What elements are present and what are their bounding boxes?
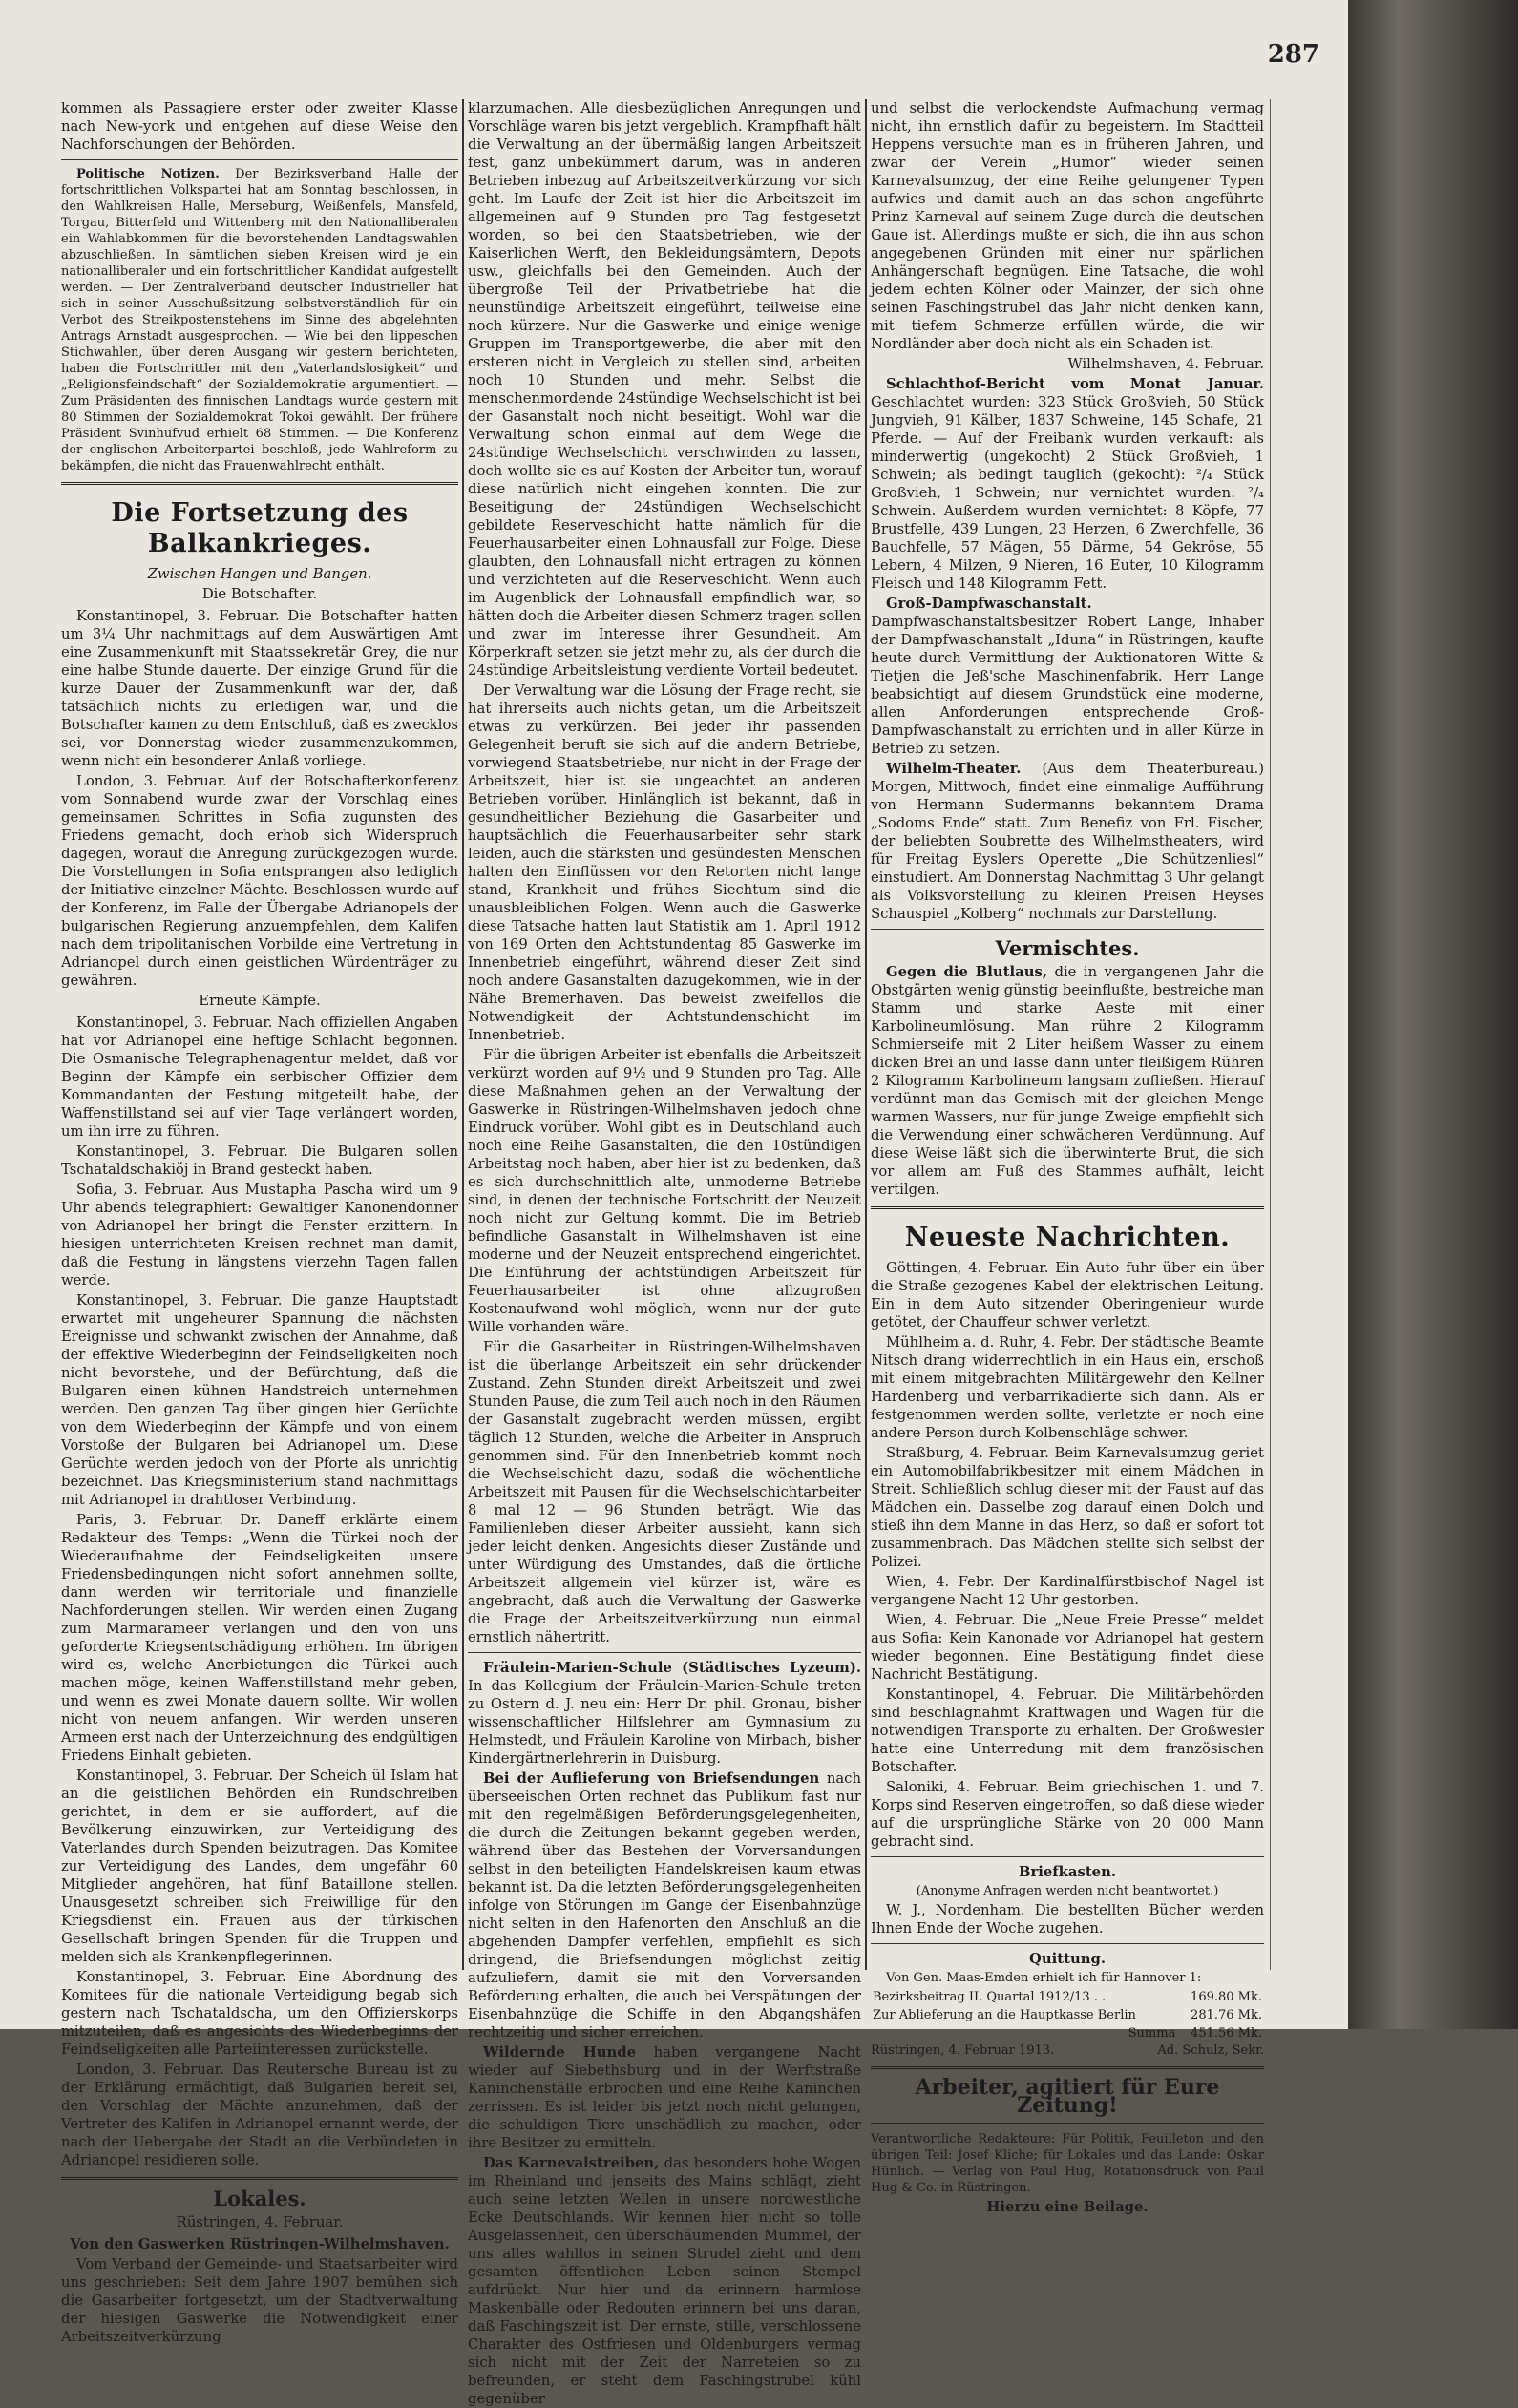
paragraph: Sofia, 3. Februar. Aus Mustapha Pascha wird um 9 Uhr abends telegraphiert: Gewaltiger Kanonendonner von Adrianopel her bringt die Fenster erzittern. In hiesigen unterrichteten Kreisen rechnet man damit, daß die Festung in längstens vierzehn Tagen fallen werde.: [61, 1182, 458, 1288]
item-text: das besonders hohe Wogen im Rheinland und jenseits des Mains schlägt, zieht auch seine letzten Wellen in unsere nordwestliche Ecke Deutschlands. Wir kennen hier nicht so tolle Ausgelassenheit, den überschäumenden Mummel, der uns alles wahllos in seinen Strudel zieht und dem gesamten öffentlichen Leben seinen Stempel aufdrückt. Nur hier und da erinnern harmlose Maskenbälle oder Redouten erinnern bei uns daran, daß Faschingszeit ist. Der ernste, stille, verschlossene Charakter des Ostfriesen und Oldenburgers vermag sich nicht mit der Zeit der Narreteien so zu befreunden, er steht dem Faschingstrubel kühl gegenüber: [468, 2155, 861, 2407]
paragraph: Der Verwaltung war die Lösung der Frage recht, sie hat ihrerseits auch nichts getan, um die Arbeitszeit etwas zu verkürzen. Bei jeder ihr passenden Gelegenheit beruft sie sich auf die andern Betriebe, vorwiegend Staatsbetriebe, nur nicht in der Frage der Arbeitszeit, hier ist sie ungeachtet an anderen Betrieben vorüber. Hinlänglich ist bekannt, daß in gesundheitlicher Beziehung die Gasarbeiter und hauptsächlich die Feuerhausarbeiter sehr stark leiden, auch die stärksten und gesündesten Menschen halten den Einflüssen vor den Retorten nicht lange stand, Krankheit und frühes Siechtum sind die unausbleiblichen Folgen. Wenn auch die Gaswerke diese Tatsache hatten laut Statistik am 1. April 1912 von 169 Orten den Achtstundentag 85 Gaswerke im Innenbetrieb eingeführt, während dieser Zeit sind noch andere Gasanstalten dazugekommen, wie in der Nähe Bremerhaven. Das beweist zweifellos die Notwendigkeit der Achtstundenschicht im Innenbetrieb.: [468, 682, 861, 1043]
quittung-place: Rüstringen, 4. Februar 1913.: [871, 2043, 1055, 2058]
table-row: [871, 1988, 1264, 2006]
column-2: [468, 99, 861, 2407]
news-item: Straßburg, 4. Februar. Beim Karnevalsumzug geriet ein Automobilfabrikbesitzer mit einem Mädchen in Streit. Schließlich schlug dieser mit der Faust auf das Mädchen ein. Dasselbe zog darauf einen Dolch und stieß ihn dem Manne in das Herz, so daß er sofort tot zusammenbrach. Das Mädchen stellte sich selbst der Polizei.: [871, 1445, 1264, 1570]
table-row: [871, 2006, 1264, 2024]
item-title: Groß-Dampfwaschanstalt.: [886, 596, 1092, 612]
column-3: [871, 99, 1264, 2215]
paragraph: [468, 1659, 861, 1768]
item-text: Geschlachtet wurden: 323 Stück Großvieh, 50 Stück Jungvieh, 91 Kälber, 1837 Schweine, 145 Schafe, 21 Pferde. — Auf der Freibank wurden verkauft: als minderwertig (ungekocht) 2 Stück Großvieh, 1 Schwein; als bedingt tauglich (gekocht): ²/₄ Stück Großvieh, 1 Schwein; nur vernichtet wurden: ²/₄ Schwein. Außerdem wurden vernichtet: 8 Köpfe, 77 Brustfelle, 439 Lungen, 23 Herzen, 6 Zwerchfelle, 36 Bauchfelle, 57 Mägen, 55 Därme, 54 Gekröse, 55 Lebern, 4 Milzen, 9 Nieren, 16 Euter, 10 Kilogramm Fleisch und 148 Kilogramm Fett.: [871, 394, 1264, 592]
divider: [871, 1943, 1264, 1944]
section-subtitle: Die Botschafter.: [201, 586, 318, 602]
notes-text: Der Bezirksverband Halle der fortschrittlichen Volkspartei hat am Sonntag beschlossen, in den Wahlkreisen Halle, Merseburg, Weißenfels, Mansfeld, Torgau, Bitterfeld und Wittenberg mit den Nationalliberalen ein Wahlabkommen für die bevorstehenden Landtagswahlen abzuschließen. In sämtlichen sieben Kreisen wird je ein nationalliberaler und ein fortschrittlicher Kandidat aufgestellt werden. — Der Zentralverband deutscher Industrieller hat sich in seiner Ausschußsitzung selbstverständlich für ein Verbot des Streikpostenstehens im Sinne des abgelehnten Antrags Arnstadt ausgesprochen. — Wie bei den lippeschen Stichwahlen, über deren Ausgang wir gestern berichteten, haben die Fortschrittler mit den „Vaterlandslosigkeit“ und „Religionsfeindschaft“ der Sozialdemokratie argumentiert. — Zum Präsidenten des finnischen Landtags wurde gestern mit 80 Stimmen der Sozialdemokrat Tokoi gewählt. Der frühere Präsident Svinhufvud erhielt 68 Stimmen. — Die Konferenz der englischen Arbeiterpartei beschloß, jede Wahlreform zu bekämpfen, die nicht das Frauenwahlrecht enthält.: [61, 167, 459, 473]
section-heading-lokales: Lokales.: [213, 2187, 306, 2210]
item-title: Schlachthof-Bericht vom Monat Januar.: [886, 376, 1264, 392]
row-amount: 451.56 Mk.: [1191, 2026, 1262, 2041]
news-item: Göttingen, 4. Februar. Ein Auto fuhr über ein über die Straße gezogenes Kabel der elektrischen Leitung. Ein in dem Auto sitzender Oberingenieur wurde getötet, der Chauffeur schwer verletzt.: [871, 1260, 1264, 1330]
paragraph: klarzumachen. Alle diesbezüglichen Anregungen und Vorschläge waren bis jetzt vergeblich. Krampfhaft hält die Verwaltung an der übermäßig langen Arbeitszeit fest, ganz unbekümmert darum, was in anderen Betrieben inbezug auf Arbeitszeitverkürzung vor sich geht. Im Laufe der Zeit ist hier die Arbeitszeit im allgemeinen auf 9 Stunden pro Tag festgesetzt worden, so bei den Staatsbetrieben, wie der Kaiserlichen Werft, den Bekleidungsämtern, Depots usw., gleichfalls bei den Gemeinden. Auch der übergroße Teil der Privatbetriebe hat die neunstündige Arbeitszeit eingeführt, teilweise eine noch kürzere. Nur die Gaswerke und einige wenige Gruppen im Transportgewerbe, die aber mit den ersteren nicht in Vergleich zu stellen sind, arbeiten noch 10 Stunden und mehr. Selbst die menschenmordende 24stündige Wechselschicht ist bei der Gasanstalt noch nicht beseitigt. Wohl war die Verwaltung schon einmal auf dem Wege die 24stündige Wechselschicht verschwinden zu lassen, doch wollte sie es auf Kosten der Arbeiter tun, worauf diese natürlich nicht eingehen konnten. Die zur Beseitigung der 24stündigen Wechselschicht gebildete Reserveschicht hatte nämlich für die Feuerhausarbeiter einen Lohnausfall zur Folge. Diese glaubten, den Lohnausfall nicht ertragen zu können und verzichteten auf die Reserveschicht. Wenn auch im Augenblick der Lohnausfall empfindlich war, so hätten doch die Arbeiter diesen Schmerz tragen sollen und zwar im Interesse ihrer Gesundheit. Am Körperkraft setzen sie jetzt mehr zu, als der durch die 24stündige Arbeitsleistung verdiente Vorteil bedeutet.: [468, 100, 861, 679]
table-row: [871, 2024, 1264, 2042]
paragraph: London, 3. Februar. Das Reutersche Bureau ist zu der Erklärung ermächtigt, daß Bulgarien bereit sei, den Vorschlag der Mächte anzunehmen, daß der Vertreter des Kalifen in Adrianopel ernannt werde, der nach der Uebergabe der Stadt an die Verbündeten in Adrianopel residieren solle.: [61, 2062, 458, 2168]
row-amount: 281.76 Mk.: [1191, 2008, 1262, 2022]
section-heading-vermischtes: Vermischtes.: [995, 936, 1140, 960]
item-title: Fräulein-Marien-Schule (Städtisches Lyzeum).: [483, 1660, 861, 1676]
item-text: In das Kollegium der Fräulein-Marien-Schule treten zu Ostern d. J. neu ein: Herr Dr. phil. Gronau, bisher wissenschaftlicher Hilfslehrer am Gymnasium zu Helmstedt, und Fräulein Karoline von Mirbach, bisher Kindergärtnerlehrerin in Duisburg.: [468, 1678, 861, 1767]
row-amount: 169.80 Mk.: [1191, 1990, 1262, 2004]
paragraph: Für die Gasarbeiter in Rüstringen-Wilhelmshaven ist die überlange Arbeitszeit ein sehr drückender Zustand. Zehn Stunden direkt Arbeitszeit und zwei Stunden Pause, die zum Teil auch noch in den Räumen der Gasanstalt zugebracht werden müssen, ergibt täglich 12 Stunden, welche die Arbeiter in Anspruch genommen sind. Für den Innenbetrieb kommt noch die Wechselschicht dazu, sodaß die wöchentliche Arbeitszeit mit Pausen für die Wechselschichtarbeiter 8 mal 12 — 96 Stunden beträgt. Wie das Familienleben dieser Arbeiter aussieht, kann sich jeder leicht denken. Angesichts dieser Zustände und unter Würdigung des Umstandes, daß die örtliche Arbeitszeit allgemein viel kürzer ist, wäre es angebracht, daß auch die Verwaltung der Gaswerke die Frage der Arbeitszeitverkürzung nun einmal ernstlich nähertritt.: [468, 1339, 861, 1645]
section-heading-briefkasten: Briefkasten.: [1018, 1864, 1117, 1880]
item-title: Bei der Auflieferung von Briefsendungen: [483, 1770, 820, 1787]
quittung-footer: [871, 2042, 1264, 2059]
divider: [61, 482, 458, 485]
dateline: Rüstringen, 4. Februar.: [176, 2214, 344, 2230]
item-text: die in vergangenen Jahr die Obstgärten wenig günstig beeinflußte, bestreiche man Stamm und starke Aeste mit einer Karbolineumlösung. Man rühre 2 Kilogramm Schmierseife mit 2 Liter heißem Wasser zu einem dicken Brei an und lasse dann unter fleißigem Rühren 2 Kilogramm Karbolineum langsam zufließen. Hierauf verdünnt man das Gemisch mit der gleichen Menge warmen Wassers, nur für junge Zweige empfiehlt sich die Verwendung einer schwächeren Verdünnung. Auf diese Weise läßt sich die überwinterte Brut, die sich vor allem am Fuß des Stammes aufhält, leicht vertilgen.: [871, 964, 1264, 1198]
column-rule: [462, 99, 464, 1970]
news-item: Wien, 4. Febr. Der Kardinalfürstbischof Nagel ist vergangene Nacht 12 Uhr gestorben.: [871, 1574, 1264, 1608]
divider: [871, 929, 1264, 930]
divider: [871, 1206, 1264, 1209]
paragraph: [468, 1769, 861, 2042]
news-item: Wien, 4. Februar. Die „Neue Freie Presse“ meldet aus Sofia: Kein Kanonade vor Adrianopel hat gestern wieder begonnen. Eine Bestätigung findet diese Nachricht Bestätigung.: [871, 1612, 1264, 1683]
divider: [61, 2177, 458, 2180]
paragraph: und selbst die verlockendste Aufmachung vermag nicht, ihn ernstlich dafür zu begeistern. Im Stadtteil Heppens versuchte man es in früheren Jahren, und zwar der Verein „Humor“ wieder seinen Karnevalsumzug, der eine Reihe gelungener Typen aufwies und damit auch an das schon angeführte Prinz Karneval auf seinem Zuge durch die deutschen Gaue ist. Allerdings mußte er sich, die ihn aus schon angegebenen Gründen mit einer nur spärlichen Anhängerschaft begnügen. Eine Tatsache, die wohl jedem echten Kölner oder Mainzer, der sich ohne seinen Faschingstrubel das Jahr nicht denken kann, mit tiefem Schmerze erfüllen würde, die wir Nordländer aber doch nicht als ein Schaden ist.: [871, 100, 1264, 352]
section-heading-quittung: Quittung.: [1029, 1951, 1106, 1967]
item-title: Wildernde Hunde: [483, 2044, 636, 2061]
news-item: Saloniki, 4. Februar. Beim griechischen 1. und 7. Korps sind Reserven eingetroffen, so daß diese wieder auf die ursprüngliche Stärke von 20 000 Mann gebracht sind.: [871, 1779, 1264, 1850]
item-text: (Aus dem Theaterbureau.) Morgen, Mittwoch, findet eine einmalige Aufführung von Hermann Sudermanns bekanntem Drama „Sodoms Ende“ statt. Zum Benefiz von Frl. Fischer, der beliebten Soubrette des Wilhelmstheaters, wird für Freitag Eyslers Operette „Die Schützenliesl“ einstudiert. Am Donnerstag Nachmittag 3 Uhr gelangt als Volksvorstellung zu kleinen Preisen Heyses Schauspiel „Kolberg“ nochmals zur Darstellung.: [871, 761, 1264, 922]
paragraph: [468, 2154, 861, 2408]
paragraph: Konstantinopel, 3. Februar. Der Scheich ül Islam hat an die geistlichen Behörden ein Rundschreiben gerichtet, in dem er sie auffordert, auf die Bevölkerung einzuwirken, zur Verteidigung des Vaterlandes durch Spenden beizutragen. Das Komitee zur Verteidigung des Landes, dem ungefähr 60 Mitglieder angehören, hat fünf Bataillone stellen. Unausgesetzt schreiben sich Freiwillige für den Kriegsdienst ein. Frauen aus der türkischen Gesellschaft bringen Spenden für die Truppen und melden sich als Krankenpflegerinnen.: [61, 1768, 458, 1965]
item-title: Gegen die Blutlaus,: [886, 964, 1047, 980]
notes-title: Politische Notizen.: [76, 167, 220, 181]
quittung-intro: Von Gen. Maas-Emden erhielt ich für Hannover 1:: [886, 1971, 1202, 1985]
divider: [871, 2066, 1264, 2069]
item-text: Dampfwaschanstaltsbesitzer Robert Lange, Inhaber der Dampfwaschanstalt „Iduna“ in Rüstringen, kaufte heute durch Vermittlung der Auktionatoren Witte & Tietjen die Jeß'sche Maschinenfabrik. Herr Lange beabsichtigt auf diesem Grundstück eine moderne, allen Anforderungen entsprechende Groß-Dampfwaschanstalt zu errichten und in aller Kürze in Betrieb zu setzen.: [871, 614, 1264, 757]
quittung-signature: Ad. Schulz, Sekr.: [1157, 2043, 1264, 2058]
item-text: haben vergangene Nacht wieder auf Siebethsburg und in der Werftstraße Kaninchenställe erbrochen und eine Reihe Kaninchen zerrissen. Es ist leider bis jetzt noch nicht gelungen, die schuldigen Tiere unschädlich zu machen, oder ihre Besitzer zu ermitteln.: [468, 2044, 861, 2151]
paragraph: London, 3. Februar. Auf der Botschafterkonferenz vom Sonnabend wurde zwar der Vorschlag eines gemeinsamen Schrittes in Sofia zugunsten des Friedens gemacht, doch erhob sich Widerspruch dagegen, worauf die Anregung zurückgezogen wurde. Die Vorstellungen in Sofia entsprangen also lediglich der Initiative einzelner Mächte. Beschlossen wurde auf der Konferenz, im Falle der Übergabe Adrianopels der bulgarischen Regierung anzuempfehlen, dem Kalifen nach dem tripolitanischen Vorbilde eine Vertretung in Adrianopel durch einen geistlichen Würdenträger zu gewähren.: [61, 773, 458, 989]
paragraph: Konstantinopel, 3. Februar. Die Bulgaren sollen Tschataldschakiöj in Brand gesteckt haben.: [61, 1143, 458, 1178]
divider: [871, 1856, 1264, 1857]
beilage-note: Hierzu eine Beilage.: [986, 2199, 1149, 2215]
imprint: Verantwortliche Redakteure: Für Politik, Feuilleton und den übrigen Teil: Josef Kliche; für Lokales und das Lande: Oskar Hünlich. — Verlag von Paul Hug, Rotationsdruck von Paul Hug & Co. in Rüstringen.: [871, 2132, 1264, 2195]
article-subheadline: Zwischen Hangen und Bangen.: [147, 566, 372, 582]
news-item: Konstantinopel, 4. Februar. Die Militärbehörden sind beschlagnahmt Kraftwagen und Wagen für die notwendigen Transporte zu erhalten. Der Großwesier hatte eine Unterredung mit dem französischen Botschafter.: [871, 1686, 1264, 1775]
paragraph: [871, 595, 1264, 758]
page-number: 287: [1267, 40, 1319, 69]
paragraph: Vom Verband der Gemeinde- und Staatsarbeiter wird uns geschrieben: Seit dem Jahre 1907 bemühen sich die Gasarbeiter fortgesetzt, um der Stadtverwaltung der hiesigen Gaswerke die Notwendigkeit einer Arbeitszeitverkürzung: [61, 2256, 458, 2345]
divider: [871, 2123, 1264, 2125]
paragraph: [468, 2043, 861, 2152]
paragraph: Konstantinopel, 3. Februar. Die ganze Hauptstadt erwartet mit ungeheurer Spannung die nächsten Ereignisse und schwankt zwischen der Annahme, daß der effektive Wiederbeginn der Feindseligkeiten noch nicht bevorstehe, und der Befürchtung, daß die Bulgaren einen kühnen Handstreich unternehmen werden. Den ganzen Tag über gingen hier Gerüchte von dem Wiederbeginn der Kämpfe und von einem Vorstoße der Bulgaren bei Adrianopel um. Diese Gerüchte werden jedoch von der Pforte als unrichtig bezeichnet. Das Kriegsministerium stand nachmittags mit Adrianopel in drahtloser Verbindung.: [61, 1292, 458, 1508]
item-text: nach überseeischen Orten rechnet das Publikum fast nur mit den regelmäßigen Beförderungsgelegenheiten, die durch die Zeitungen bekannt gegeben werden, während über das Bestehen der Vorversandungen selbst in den beteiligten Handelskreisen kaum etwas bekannt ist. Da die letzten Beförderungsgelegenheiten infolge von Störungen im Gange der Eisenbahnzüge nicht selten in den Hafenorten den Anschluß an die abgehenden Dampfer verfehlen, empfiehlt es sich dringend, die Briefsendungen möglichst zeitig aufzuliefern, damit sie mit den Vorversanden Beförderung erhalten, die auch bei Verspätungen der Eisenbahnzüge die Schiffe in den Abgangshäfen rechtzeitig und sicher erreichen.: [468, 1770, 861, 2041]
divider: [61, 159, 458, 160]
column-rule: [865, 99, 867, 1970]
dateline: Wilhelmshaven, 4. Februar.: [1067, 356, 1264, 372]
paragraph: Konstantinopel, 3. Februar. Die Botschafter hatten um 3¼ Uhr nachmittags auf dem Auswärtigen Amt eine Zusammenkunft mit Staatssekretär Grey, die nur eine halbe Stunde dauerte. Der einzige Grund für die kurze Dauer der Zusammenkunft war der, daß tatsächlich nichts zu erledigen war, und die Botschafter kamen zu dem Entschluß, daß es zwecklos sei, vor Donnerstag wieder zusammenzukommen, wenn nicht ein besonderer Anlaß vorliege.: [61, 608, 458, 769]
paragraph: Für die übrigen Arbeiter ist ebenfalls die Arbeitszeit verkürzt worden auf 9½ und 9 Stunden pro Tag. Alle diese Maßnahmen gehen an der Verwaltung der Gaswerke in Rüstringen-Wilhelmshaven jedoch ohne Eindruck vorüber. Wohl gibt es in Deutschland auch noch eine Reihe Gasanstalten, die den 10stündigen Arbeitstag noch haben, aber hier ist zu bedenken, daß es sich durchschnittlich alte, unmoderne Betriebe sind, in denen der technische Fortschritt der Neuzeit noch nicht zur Geltung kommt. Die im Betrieb befindliche Gasanstalt in Wilhelmshaven ist eine moderne und der Neuzeit entsprechend eingerichtet. Die Einführung der achtstündigen Arbeitszeit für Feuerhausarbeiter ist ohne allzugroßen Kostenaufwand wohl möglich, wenn nur der gute Wille vorhanden wäre.: [468, 1047, 861, 1335]
row-label: Zur Ablieferung an die Hauptkasse Berlin: [873, 2008, 1136, 2022]
column-1: [61, 99, 459, 2345]
briefkasten-note: (Anonyme Anfragen werden nicht beantwortet.): [916, 1884, 1219, 1898]
paragraph: Paris, 3. Februar. Dr. Daneff erklärte einem Redakteur des Temps: „Wenn die Türkei noch der Wiederaufnahme der Feindseligkeiten unsere Friedensbedingungen nicht sofort annehmen sollte, dann werden wir territoriale und finanzielle Nachforderungen stellen. Wir werden einen Zugang zum Marmarameer verlangen und den von uns geforderte Kriegsentschädigung erhöhen. Im übrigen wird es, welche Anerbietungen die Türkei auch machen möge, keinen Waffenstillstand mehr geben, und wenn es zwei Monate dauern sollte. Wir wollen nicht von neuem anfangen. Wir werden unseren Armeen erst nach der Unterzeichnung des endgültigen Friedens Einhalt gebieten.: [61, 1512, 458, 1764]
divider: [468, 1652, 861, 1653]
paragraph: Konstantinopel, 3. Februar. Eine Abordnung des Komitees für die nationale Verteidigung begab sich gestern nach Tschataldscha, um den Offizierskorps mitzuteilen, daß es angesichts des Wiederbeginns der Feindseligkeiten alle Parteiinteressen zurückstelle.: [61, 1969, 458, 2058]
section-heading-neueste-nachrichten: Neueste Nachrichten.: [904, 1223, 1231, 1252]
agitation-slogan: Arbeiter, agitiert für Eure Zeitung!: [915, 2075, 1220, 2118]
article-headline: Die Fortsetzung des Balkankrieges.: [111, 498, 409, 558]
notes-paragraph: [61, 166, 458, 474]
news-item: Mühlheim a. d. Ruhr, 4. Febr. Der städtische Beamte Nitsch drang widerrechtlich in ein Haus ein, erschoß mit einem mitgebrachten Militärgewehr den Kellner Hardenberg und verbarrikadierte sich dann. Als er festgenommen werden sollte, verletzte er noch eine andere Person durch Kolbenschläge schwer.: [871, 1334, 1264, 1441]
book-spine: [1348, 0, 1518, 2029]
row-label: Bezirksbeitrag II. Quartal 1912/13 . .: [873, 1990, 1107, 2004]
item-title: Wilhelm-Theater.: [886, 761, 1022, 777]
item-title: Das Karnevalstreiben,: [483, 2155, 660, 2171]
paragraph: [871, 375, 1264, 593]
row-label: Summa: [1128, 2026, 1176, 2041]
briefkasten-text: W. J., Nordenham. Die bestellten Bücher werden Ihnen Ende der Woche zugehen.: [871, 1902, 1264, 1937]
article-title: Von den Gaswerken Rüstringen-Wilhelmshaven.: [70, 2236, 450, 2252]
column-rule: [1270, 99, 1271, 1970]
section-subtitle: Erneute Kämpfe.: [199, 993, 321, 1009]
paragraph: kommen als Passagiere erster oder zweiter Klasse nach New-york und entgehen auf diese Weise den Nachforschungen der Behörden.: [61, 100, 458, 153]
paragraph: [871, 963, 1264, 1199]
paragraph: Konstantinopel, 3. Februar. Nach offiziellen Angaben hat vor Adrianopel eine heftige Schlacht begonnen. Die Osmanische Telegraphenagentur meldet, daß vor Beginn der Kämpfe ein serbischer Offizier dem Kommandanten der Festung mitgeteilt habe, der Waffenstillstand sei auf vier Tage verlängert worden, um ihn irre zu führen.: [61, 1015, 458, 1140]
paragraph: [871, 760, 1264, 923]
quittung-table: [871, 1988, 1264, 2042]
